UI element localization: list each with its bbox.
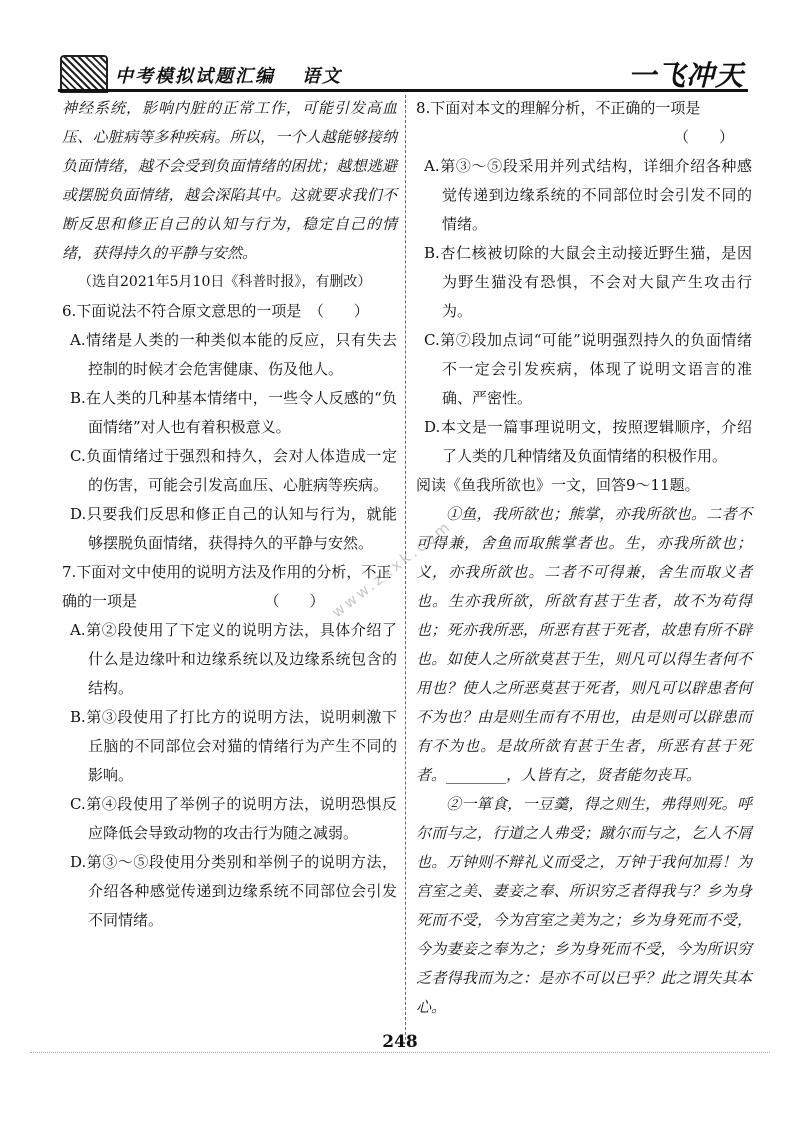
footer-rule (30, 1052, 770, 1053)
book-corner-icon (60, 55, 108, 93)
left-column (62, 94, 397, 935)
brand-logo-text: 一飞冲天 (628, 59, 745, 92)
question-7-stem: 7.下面对文中使用的说明方法及作用的分析，不正确的一项是 （ ） (62, 563, 392, 610)
question-8-option-a: A.第③～⑤段采用并列式结构，详细介绍各种感觉传递到边缘系统的不同部位时会引发不同的情绪。 (424, 157, 752, 233)
question-7-option-d: D.第③～⑤段使用分类别和举例子的说明方法，介绍各种感觉传递到边缘系统不同部位会引发不同情绪。 (70, 853, 397, 929)
page-number: 248 (382, 1032, 418, 1052)
classical-paragraph-1: ①鱼，我所欲也；熊掌，亦我所欲也。二者不可得兼，舍鱼而取熊掌者也。生，亦我所欲也；义，亦我所欲也。二者不可得兼，舍生而取义者也。生亦我所欲，所欲有甚于生者，故不为苟得也；死亦我所恶，所恶有甚于死者，故患有所不辟也。如使人之所欲莫甚于生，则凡可以得生者何不用也？使人之所恶莫甚于死者，则凡可以辟患者何不为也？由是则生而有不用也，由是则可以辟患而有不为也。是故所欲有甚于生者，所恶有甚于死者。________，人皆有之，贤者能勿丧耳。 (416, 505, 752, 784)
passage-ending: 神经系统，影响内脏的正常工作，可能引发高血压、心脏病等多种疾病。所以，一个人越能够接纳负面情绪，越不会受到负面情绪的困扰；越想逃避或摆脱负面情绪，越会深陷其中。这就要求我们不断反思和修正自己的认知与行为，稳定自己的情绪，获得持久的平静与安然。 (62, 99, 397, 262)
subject-label: 语文 (302, 66, 342, 87)
reading-instruction: 阅读《鱼我所欲也》一文，回答9～11题。 (416, 476, 700, 494)
header-rule (58, 89, 748, 92)
question-7-option-b: B.第③段使用了打比方的说明方法，说明刺激下丘脑的不同部位会对猫的情绪行为产生不同的影响。 (70, 708, 397, 784)
classical-paragraph-2: ②一箪食，一豆羹，得之则生，弗得则死。呼尔而与之，行道之人弗受；蹴尔而与之，乞人不屑也。万钟则不辩礼义而受之，万钟于我何加焉！为宫室之美、妻妾之奉、所识穷乏者得我与？乡为身死而不受，今为宫室之美为之；乡为身死而不受，今为妻妾之奉为之；乡为身死而不受，今为所识穷乏者得我而为之：是亦不可以已乎？此之谓失其本心。 (416, 795, 752, 1016)
question-8-stem: 8.下面对本文的理解分析，不正确的一项是 (416, 99, 701, 117)
page-header (0, 0, 800, 92)
question-8-option-b: B.杏仁核被切除的大鼠会主动接近野生猫，是因为野生猫没有恐惧，不会对大鼠产生攻击行为。 (424, 244, 752, 320)
passage-source: （选自2021年5月10日《科普时报》，有删改） (78, 274, 372, 290)
question-8-answer-blank: （ ） (673, 128, 734, 146)
question-6-option-c: C.负面情绪过于强烈和持久，会对人体造成一定的伤害，可能会引发高血压、心脏病等疾病。 (70, 447, 397, 494)
question-8 (416, 94, 752, 471)
question-6-option-a: A.情绪是人类的一种类似本能的反应，只有失去控制的时候才会危害健康、伤及他人。 (70, 331, 397, 378)
right-column (416, 94, 752, 1022)
book-title: 中考模拟试题汇编 (115, 66, 275, 87)
question-7-option-a: A.第②段使用了下定义的说明方法，具体介绍了什么是边缘叶和边缘系统以及边缘系统包含的结构。 (70, 621, 397, 697)
question-6 (62, 297, 397, 558)
question-6-option-d: D.只要我们反思和修正自己的认知与行为，就能够摆脱负面情绪，获得持久的平静与安然。 (70, 505, 397, 552)
watermark: www.zxxk.com (328, 516, 456, 622)
question-8-option-c: C.第⑦段加点词“可能”说明强烈持久的负面情绪不一定会引发疾病，体现了说明文语言的准确、严密性。 (424, 331, 752, 407)
question-6-stem: 6.下面说法不符合原文意思的一项是 （ ） (62, 302, 369, 320)
question-7-option-c: C.第④段使用了举例子的说明方法，说明恐惧反应降低会导致动物的攻击行为随之减弱。 (70, 795, 397, 842)
question-8-option-d: D.本文是一篇事理说明文，按照逻辑顺序，介绍了人类的几种情绪及负面情绪的积极作用。 (424, 418, 752, 465)
question-6-option-b: B.在人类的几种基本情绪中，一些令人反感的“负面情绪”对人也有着积极意义。 (70, 389, 397, 436)
